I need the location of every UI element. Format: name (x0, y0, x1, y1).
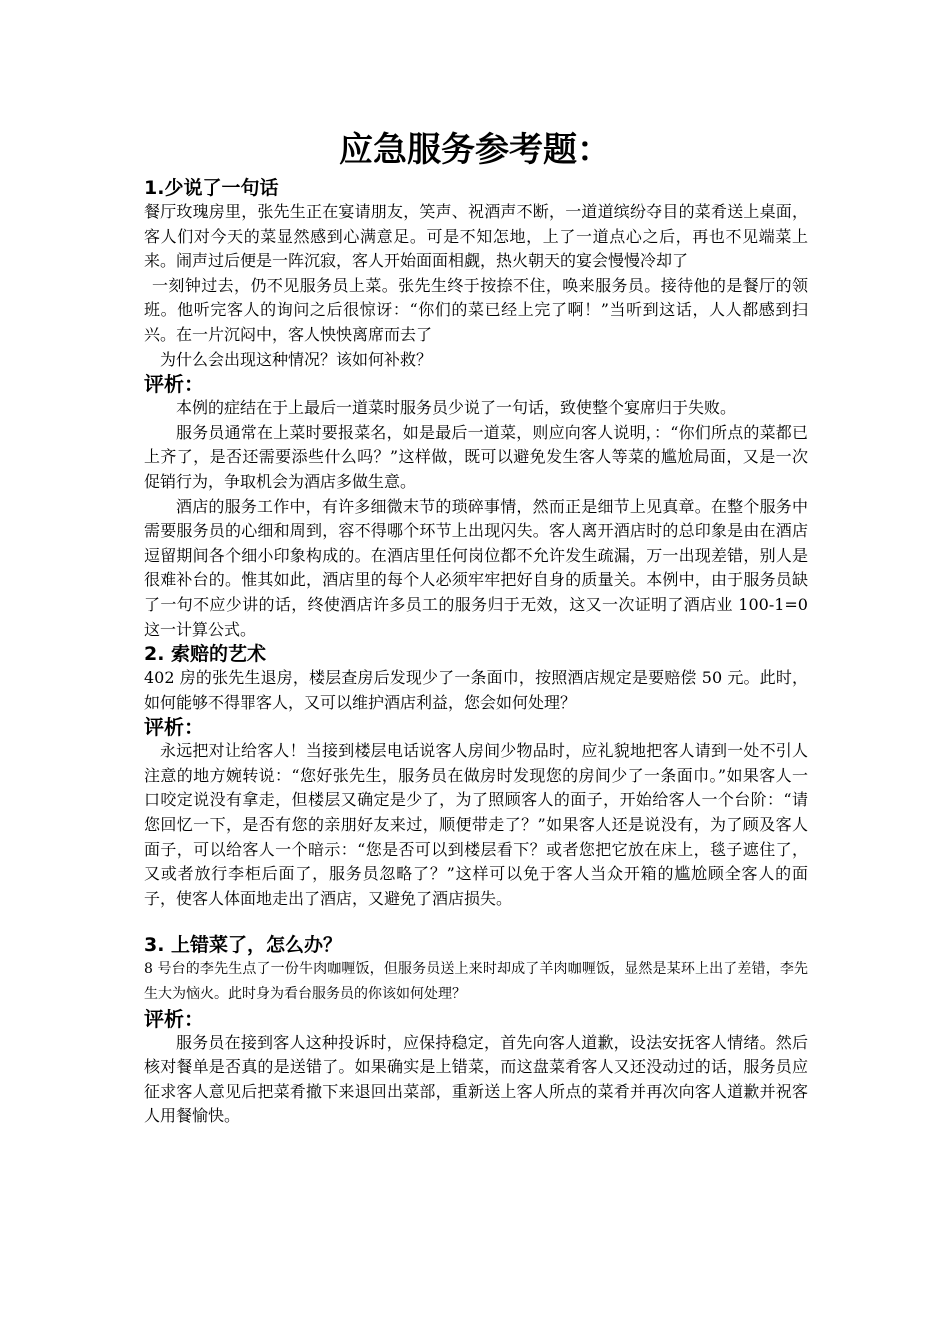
spacer (144, 911, 808, 933)
section-2 (144, 642, 808, 911)
paragraph: 服务员在接到客人这种投诉时，应保持稳定，首先向客人道歉，设法安抚客人情绪。然后核对餐单是否真的是送错了。如果确实是上错菜，而这盘菜肴客人又还没动过的话，服务员应征求客人意见后把菜肴撤下来退回出菜部，重新送上客人所点的菜肴并再次向客人道歉并祝客人用餐愉快。 (144, 1032, 808, 1126)
section-1 (144, 176, 808, 642)
document-body (144, 176, 808, 1129)
paragraph: 本例的症结在于上最后一道菜时服务员少说了一句话，致使整个宴席归于失败。 (176, 398, 737, 418)
paragraph: 酒店的服务工作中，有许多细微末节的琐碎事情，然而正是细节上见真章。在整个服务中需要服务员的心细和周到，容不得哪个环节上出现闪失。客人离开酒店时的总印象是由在酒店逗留期间各个细小印象构成的。在酒店里任何岗位都不允许发生疏漏，万一出现差错，别人是很难补台的。惟其如此，酒店里的每个人必须牢牢把好自身的质量关。本例中，由于服务员缺了一句不应少讲的话，终使酒店许多员工的服务归于无效，这又一次证明了酒店业 100-1=0 这一计算公式。 (144, 496, 808, 639)
section-heading: 1.少说了一句话 (144, 177, 279, 199)
paragraph: 餐厅玫瑰房里，张先生正在宴请朋友，笑声、祝酒声不断，一道道缤纷夺目的菜肴送上桌面，客人们对今天的菜显然感到心满意足。可是不知怎地，上了一道点心之后，再也不见端菜上来。闹声过后便是一阵沉寂，客人开始面面相觑，热火朝天的宴会慢慢冷却了 (144, 202, 808, 271)
page-title: 应急服务参考题： (339, 130, 611, 170)
section-3 (144, 933, 808, 1129)
paragraph: 8 号台的李先生点了一份牛肉咖喱饭，但服务员送上来时却成了羊肉咖喱饭，显然是某环上出了差错，李先生大为恼火。此时身为看台服务员的你该如何处理？ (144, 961, 808, 1003)
analysis-label: 评析： (144, 372, 204, 397)
paragraph: 永远把对让给客人！当接到楼层电话说客人房间少物品时，应礼貌地把客人请到一处不引人注意的地方婉转说：“您好张先生，服务员在做房时发现您的房间少了一条面巾。”如果客人一口咬定说没有拿走，但楼层又确定是少了，为了照顾客人的面子，开始给客人一个台阶：“请您回忆一下，是否有您的亲朋好友来过，顺便带走了？”如果客人还是说没有，为了顾及客人面子，可以给客人一个暗示：“您是否可以到楼层看下？或者您把它放在床上，毯子遮住了，又或者放行李柜后面了，服务员忽略了？”这样可以免于客人当众开箱的尴尬顾全客人的面子，使客人体面地走出了酒店，又避免了酒店损失。 (144, 741, 808, 908)
paragraph: 服务员通常在上菜时要报菜名，如是最后一道菜，则应向客人说明，：“你们所点的菜都已上齐了，是否还需要添些什么吗？”这样做，既可以避免发生客人等菜的尴尬局面，又是一次促销行为，争取机会为酒店多做生意。 (144, 422, 808, 491)
question: 为什么会出现这种情况？该如何补救？ (160, 349, 433, 369)
paragraph: 一刻钟过去，仍不见服务员上菜。张先生终于按捺不住，唤来服务员。接待他的是餐厅的领班。他听完客人的询问之后很惊讶：“你们的菜已经上完了啊！”当听到这话，人人都感到扫兴。在一片沉闷中，客人怏怏离席而去了 (144, 275, 808, 344)
section-heading: 3. 上错菜了，怎么办？ (144, 934, 343, 957)
analysis-label: 评析： (144, 715, 204, 740)
section-heading: 2. 索赔的艺术 (144, 643, 267, 666)
paragraph: 402 房的张先生退房，楼层查房后发现少了一条面巾，按照酒店规定是要赔偿 50 元。此时，如何能够不得罪客人，又可以维护酒店利益，您会如何处理？ (144, 668, 808, 712)
analysis-label: 评析： (144, 1006, 204, 1031)
